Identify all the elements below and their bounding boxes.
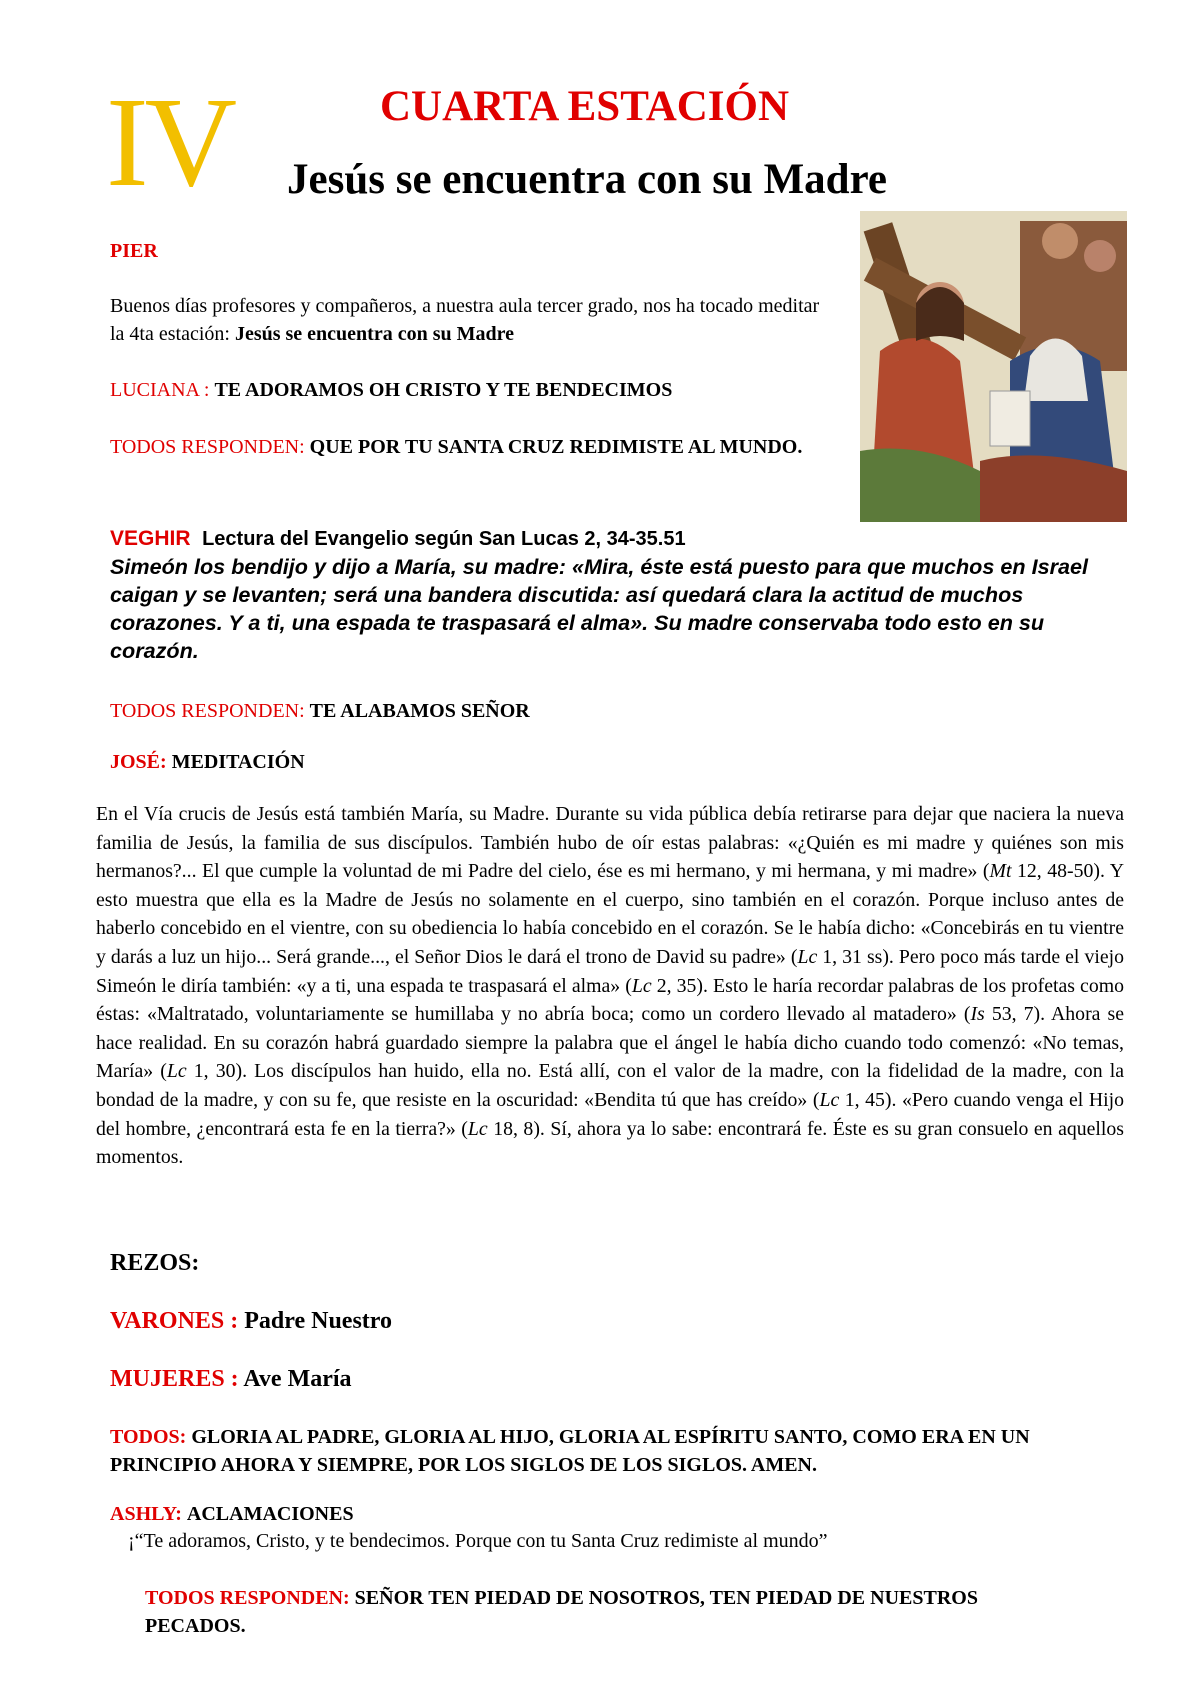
bible-ref: Mt bbox=[989, 860, 1012, 883]
todos-responden-2 bbox=[110, 697, 530, 725]
ashly-line bbox=[110, 1500, 354, 1528]
bible-ref: Lc bbox=[166, 1060, 187, 1083]
speaker-pier: PIER bbox=[110, 240, 158, 262]
bible-ref: Is bbox=[970, 1003, 985, 1026]
speaker-luciana: LUCIANA : bbox=[110, 379, 210, 401]
roman-numeral: IV bbox=[106, 71, 234, 213]
jose-text: MEDITACIÓN bbox=[171, 751, 305, 773]
pier-intro bbox=[110, 292, 830, 348]
todos-responden-4 bbox=[145, 1584, 1025, 1640]
todos-4-text: SEÑOR TEN PIEDAD DE NOSOTROS, TEN PIEDAD DE NUESTROS PECADOS. bbox=[145, 1587, 978, 1637]
meditation-text: 1, 45). «Pero cuando venga el Hijo del hombre, ¿encontrará esta fe en la tierra?» ( bbox=[96, 1088, 1124, 1140]
bible-ref: Lc bbox=[631, 974, 652, 997]
speaker-jose: JOSÉ: bbox=[110, 751, 167, 773]
todos-1-text: QUE POR TU SANTA CRUZ REDIMISTE AL MUNDO. bbox=[309, 436, 803, 458]
painting-illustration bbox=[860, 211, 1127, 522]
speaker-todos-1: TODOS RESPONDEN: bbox=[110, 436, 305, 458]
speaker-ashly: ASHLY: bbox=[110, 1503, 182, 1525]
meditation-text: 2, 35). Esto le haría recordar palabras de los profetas como éstas: «Maltratado, voluntariamente se humillaba y no abría boca; como un cordero llevado al matadero» ( bbox=[96, 974, 1124, 1026]
todos-responden-1 bbox=[110, 433, 830, 461]
meditation-text: En el Vía crucis de Jesús está también María, su Madre. Durante su vida pública debía retirarse para dejar que naciera la nueva familia de Jesús, la familia de sus discípulos. También hubo de oír estas palabras: «¿Quién es mi madre y quiénes son mis hermanos?... El que cumple la voluntad de mi Padre del cielo, ése es mi hermano, y mi hermana, y mi madre» ( bbox=[96, 803, 1124, 883]
jose-line bbox=[110, 748, 305, 776]
varones-text: Padre Nuestro bbox=[244, 1308, 393, 1334]
mujeres-line bbox=[110, 1366, 352, 1393]
rezos-heading: REZOS: bbox=[110, 1250, 200, 1276]
meditation-text: 18, 8). Sí, ahora ya lo sabe: encontrará fe. Éste es su gran consuelo en aquellos momentos. bbox=[96, 1117, 1124, 1169]
todos-2-text: TE ALABAMOS SEÑOR bbox=[309, 700, 530, 722]
speaker-todos-2: TODOS RESPONDEN: bbox=[110, 700, 305, 722]
speaker-todos-3: TODOS: bbox=[110, 1426, 187, 1448]
speaker-veghir: VEGHIR bbox=[110, 527, 191, 550]
speaker-todos-4: TODOS RESPONDEN: bbox=[145, 1587, 350, 1609]
veghir-line bbox=[110, 527, 686, 551]
ashly-text: ACLAMACIONES bbox=[186, 1503, 354, 1525]
station-subtitle: Jesús se encuentra con su Madre bbox=[287, 156, 887, 203]
station-title: CUARTA ESTACIÓN bbox=[380, 83, 790, 130]
bible-ref: Lc bbox=[797, 945, 818, 968]
bible-ref: Lc bbox=[467, 1117, 488, 1140]
meditation-text: 1, 31 ss). Pero poco más tarde el viejo Simeón le diría también: «y a ti, una espada te traspasará el alma» ( bbox=[96, 945, 1124, 997]
mujeres-label: MUJERES : bbox=[110, 1366, 239, 1392]
reading-heading: Lectura del Evangelio según San Lucas 2, 34-35.51 bbox=[202, 528, 686, 550]
station-painting bbox=[860, 211, 1127, 522]
luciana-text: TE ADORAMOS OH CRISTO Y TE BENDECIMOS bbox=[214, 379, 673, 401]
meditation-text: 1, 30). Los discípulos han huido, ella no. Está allí, con el valor de la madre, con la fidelidad de la madre, con la bondad de la madre, y con su fe, que resiste en la oscuridad: «Bendita tú que has creído» ( bbox=[96, 1060, 1124, 1111]
varones-label: VARONES : bbox=[110, 1308, 239, 1334]
meditation-text: 12, 48-50). Y esto muestra que ella es la Madre de Jesús no solamente en el cuerpo, sino también en el corazón. Porque incluso antes de haberlo concebido en el vientre, con su obediencia lo había concebido en el corazón. Se le había dicho: «Concebirás en tu vientre y darás a luz un hijo... Será grande..., el Señor Dios le dará el trono de David su padre» ( bbox=[96, 860, 1125, 968]
bible-ref: Lc bbox=[819, 1088, 840, 1111]
pier-text: Buenos días profesores y compañeros, a nuestra aula tercer grado, nos ha tocado meditar la 4ta estación: bbox=[110, 295, 820, 345]
luciana-line bbox=[110, 376, 672, 404]
todos-gloria bbox=[110, 1423, 1110, 1479]
mujeres-text: Ave María bbox=[243, 1366, 352, 1392]
gospel-reading: Simeón los bendijo y dijo a María, su madre: «Mira, éste está puesto para que muchos en Israel caigan y se levanten; será una bandera discutida: así quedará clara la actitud de muchos corazones. Y a ti, una espada te traspasará el alma». Su madre conservaba todo esto en su corazón. bbox=[110, 554, 1089, 663]
todos-3-text: GLORIA AL PADRE, GLORIA AL HIJO, GLORIA AL ESPÍRITU SANTO, COMO ERA EN UN PRINCIPIO AHORA Y SIEMPRE, POR LOS SIGLOS DE LOS SIGLOS. AMEN. bbox=[110, 1426, 1030, 1476]
meditation-paragraph bbox=[96, 800, 1124, 1172]
pier-text-bold: Jesús se encuentra con su Madre bbox=[234, 323, 515, 345]
meditation-text: 53, 7). Ahora se hace realidad. En su corazón habrá guardado siempre la palabra que el ángel le había dicho cuando todo comenzó: «No temas, María» ( bbox=[96, 1003, 1124, 1083]
aclamacion-quote: ¡“Te adoramos, Cristo, y te bendecimos. Porque con tu Santa Cruz redimiste al mundo” bbox=[128, 1530, 828, 1552]
varones-line bbox=[110, 1308, 392, 1335]
